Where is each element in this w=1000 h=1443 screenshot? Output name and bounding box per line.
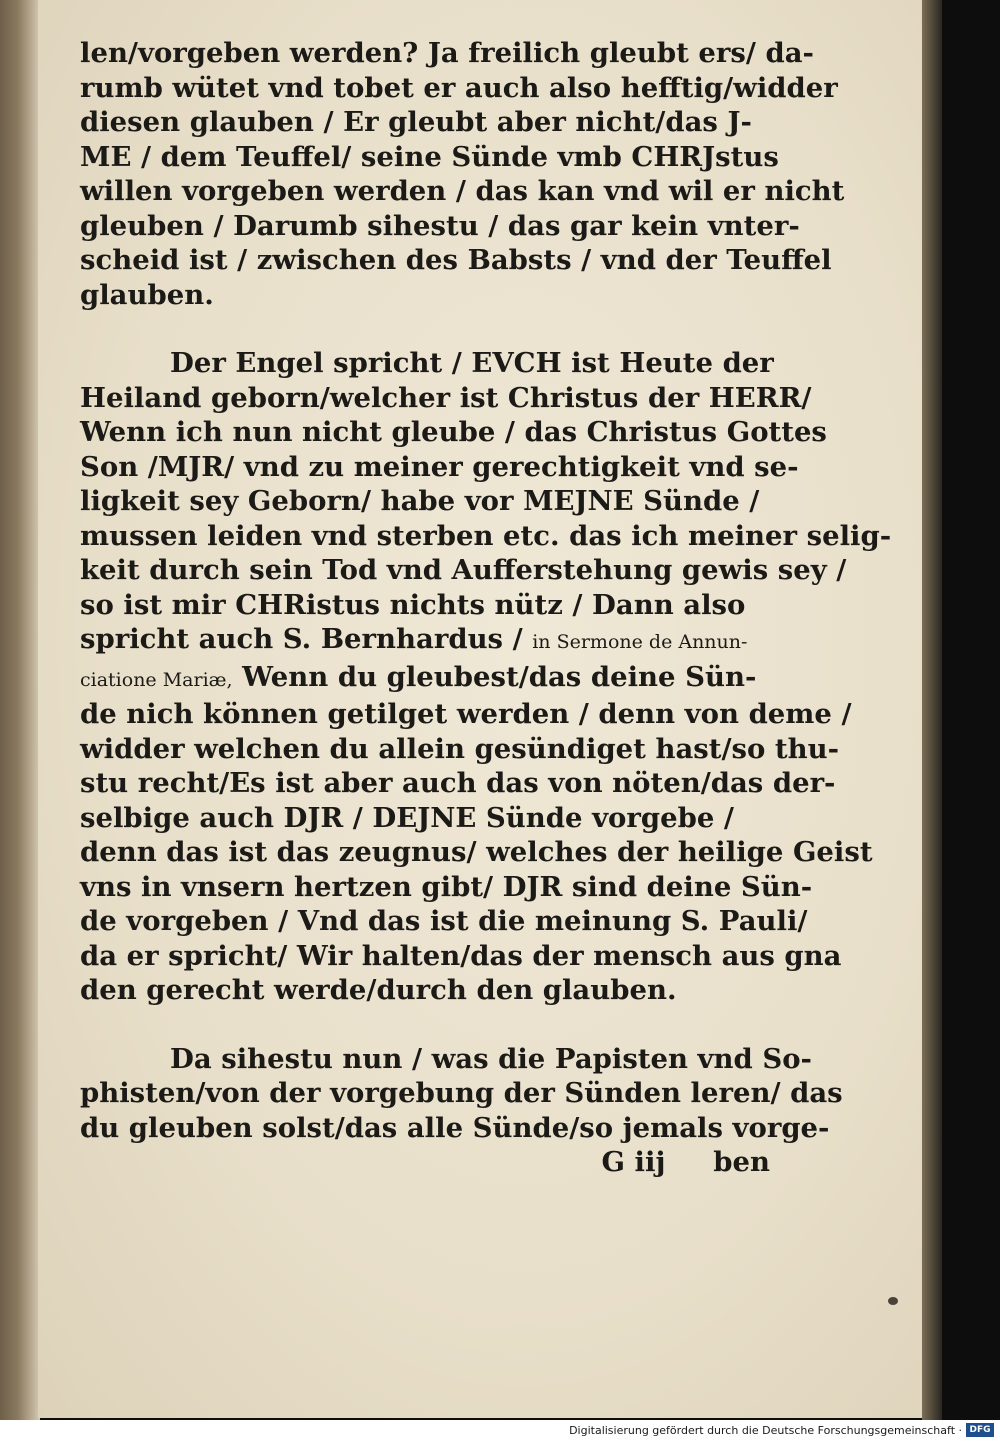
text-line: glauben.: [80, 278, 214, 311]
paragraph-1: [80, 36, 845, 312]
text-line: de vorgeben / Vnd das ist die meinung S. Pauli/: [80, 905, 808, 937]
text-line: len/vorgeben werden? Ja freilich gleubt ers/ da-: [80, 37, 814, 69]
text-line: keit durch sein Tod vnd Aufferstehung gewis sey /: [80, 554, 847, 586]
text-line: diesen glauben / Er gleubt aber nicht/das J-: [80, 106, 752, 138]
text-line: mussen leiden vnd sterben etc. das ich meiner selig-: [80, 519, 892, 552]
text-line: ME / dem Teuffel/ seine Sünde vmb CHRJstus: [80, 140, 779, 173]
text-line: so ist mir CHRistus nichts nütz / Dann also: [80, 588, 746, 621]
catchword: ben: [713, 1146, 770, 1178]
text-line: de nich können getilget werden / denn von deme /: [80, 698, 852, 730]
text-line: vns in vnsern hertzen gibt/ DJR sind deine Sün-: [80, 870, 813, 903]
text-line: Heiland geborn/welcher ist Christus der HERR/: [80, 381, 812, 414]
text-line: ciatione Mariæ, Wenn du gleubest/das deine Sün-: [80, 660, 757, 693]
footer-bar: [0, 1420, 1000, 1443]
text-line: spricht auch S. Bernhardus / in Sermone de Annun-: [80, 623, 748, 655]
text-line: phisten/von der vorgebung der Sünden leren/ das: [80, 1077, 843, 1109]
text-line: rumb wütet vnd tobet er auch also hefftig/widder: [80, 71, 838, 104]
text-line: gleuben / Darumb sihestu / das gar kein vnter-: [80, 209, 800, 242]
funding-notice: Digitalisierung gefördert durch die Deutsche Forschungsgemeinschaft ·: [569, 1424, 962, 1437]
text-line: Der Engel spricht / EVCH ist Heute der: [170, 347, 774, 379]
latin-text: in Sermone de Annun-: [532, 631, 748, 653]
text-line: Wenn ich nun nicht gleube / das Christus Gottes: [80, 416, 827, 448]
text-line: Son /MJR/ vnd zu meiner gerechtigkeit vnd se-: [80, 450, 799, 483]
text-line: selbige auch DJR / DEJNE Sünde vorgebe /: [80, 801, 734, 834]
text-line: da er spricht/ Wir halten/das der mensch aus gna: [80, 939, 842, 972]
text-line: willen vorgeben werden / das kan vnd wil er nicht: [80, 175, 845, 207]
text-line: denn das ist das zeugnus/ welches der heilige Geist: [80, 836, 873, 868]
signature-mark: [80, 1145, 800, 1180]
ink-spot: [888, 1297, 898, 1305]
text-line: den gerecht werde/durch den glauben.: [80, 974, 677, 1006]
text-line: scheid ist / zwischen des Babsts / vnd der Teuffel: [80, 244, 832, 276]
text-line: widder welchen du allein gesündiget hast/so thu-: [80, 732, 839, 765]
page-text: [80, 36, 892, 1180]
dfg-logo: DFG: [966, 1423, 994, 1437]
signature: G iij: [601, 1146, 666, 1178]
latin-text: ciatione Mariæ,: [80, 668, 233, 691]
paragraph-3: [80, 1042, 843, 1180]
text-line: stu recht/Es ist aber auch das von nöten/das der-: [80, 767, 836, 799]
paragraph-2: [80, 346, 892, 1008]
text-line: Da sihestu nun / was die Papisten vnd So-: [170, 1042, 812, 1075]
text-line: ligkeit sey Geborn/ habe vor MEJNE Sünde /: [80, 485, 760, 517]
binding-shadow: [0, 0, 40, 1420]
page-edge: [922, 0, 942, 1420]
text-line: du gleuben solst/das alle Sünde/so jemals vorge-: [80, 1111, 830, 1144]
